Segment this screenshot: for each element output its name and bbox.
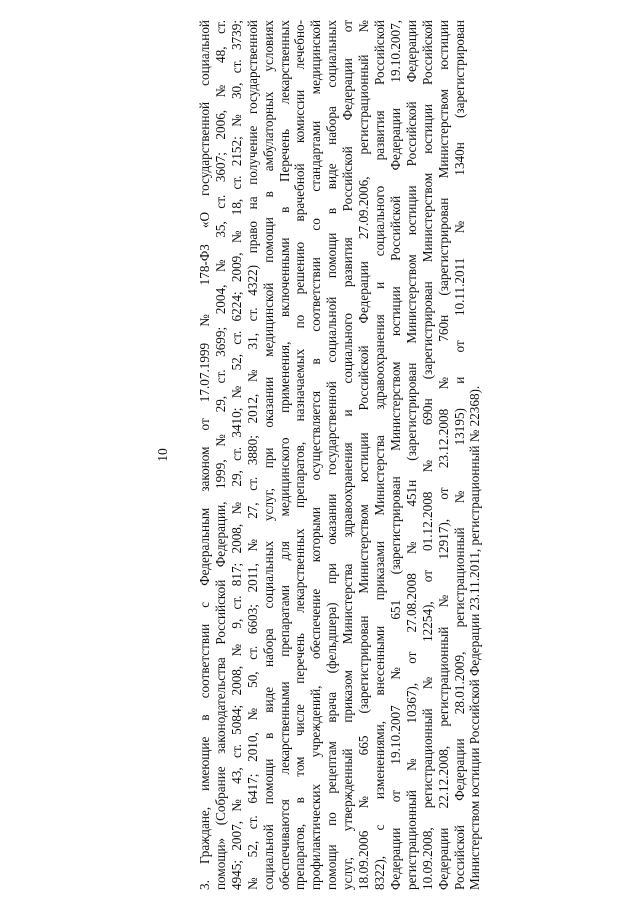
text-line: регистрационный № 10367), от 27.08.2008 № 451н (зарегистрирован Министерством юстиции Российской Федерации [403, 20, 419, 890]
text-line: 10.09.2008, регистрационный № 12254), от 01.12.2008 № 690н (зарегистрирован Министерством юстиции Российской [419, 20, 435, 890]
text-line: помощи» (Собрание законодательства Российской Федерации, 1999, № 29, ст. 3699; 2004, № 35, ст. 3607; 2006, № 48, ст. [212, 20, 228, 890]
text-line: социальной помощи в виде набора социальных услуг, при оказании медицинской помощи в амбулаторных условиях [260, 20, 276, 890]
text-line: профилактических учреждений, обеспечение которыми осуществляется в соответствии со стандартами медицинской [308, 20, 324, 890]
text-line: обеспечиваются лекарственными препаратами для медицинского применения, включенными в Перечень лекарственных [276, 20, 292, 890]
text-line: 3. Граждане, имеющие в соответствии с Федеральным законом от 17.07.1999 № 178-ФЗ «О государственной социальной [197, 20, 212, 890]
text-line: № 52, ст. 6417; 2010, № 50, ст. 6603; 2011, № 27, ст. 3880; 2012, № 31, ст. 4322) право на получение государственной [244, 20, 260, 890]
page-number: 10 [155, 448, 170, 462]
text-line: Министерством юстиции Российской Федерации 23.11.2011, регистрационный № 22368). [467, 385, 483, 890]
text-line: помощи по рецептам врача (фельдшера) при оказании государственной социальной помощи в виде набора социальных [324, 20, 340, 890]
paragraph-3 [197, 20, 483, 890]
text-line: 8322), с изменениями, внесенными приказами Министерства здравоохранения и социального развития Российской [371, 20, 387, 890]
text-line: Федерации 22.12.2008, регистрационный № 12917), от 23.12.2008 № 760н (зарегистрирован Министерством юстиции [435, 20, 451, 890]
text-line: услуг, утвержденный приказом Министерства здравоохранения и социального развития Российской Федерации от [340, 20, 356, 890]
text-line: Российской Федерации 28.01.2009, регистрационный № 13195) и от 10.11.2011 № 1340н (зарегистрирован [451, 20, 467, 890]
text-line: 18.09.2006 № 665 (зарегистрирован Министерством юстиции Российской Федерации 27.09.2006, регистрационный № [356, 20, 372, 890]
rotated-page [155, 20, 485, 890]
text-line: препаратов, в том числе перечень лекарственных препаратов, назначаемых по решению врачебной комиссии лечебно- [292, 20, 308, 890]
text-line: 4945; 2007, № 43, ст. 5084; 2008, № 9, ст. 817; 2008, № 29, ст. 3410; № 52, ст. 6224; 2009, № 18, ст. 2152; № 30, ст. 3739; [228, 20, 244, 890]
text-line: Федерации от 19.10.2007 № 651 (зарегистрирован Министерством юстиции Российской Федерации 19.10.2007, [387, 20, 403, 890]
